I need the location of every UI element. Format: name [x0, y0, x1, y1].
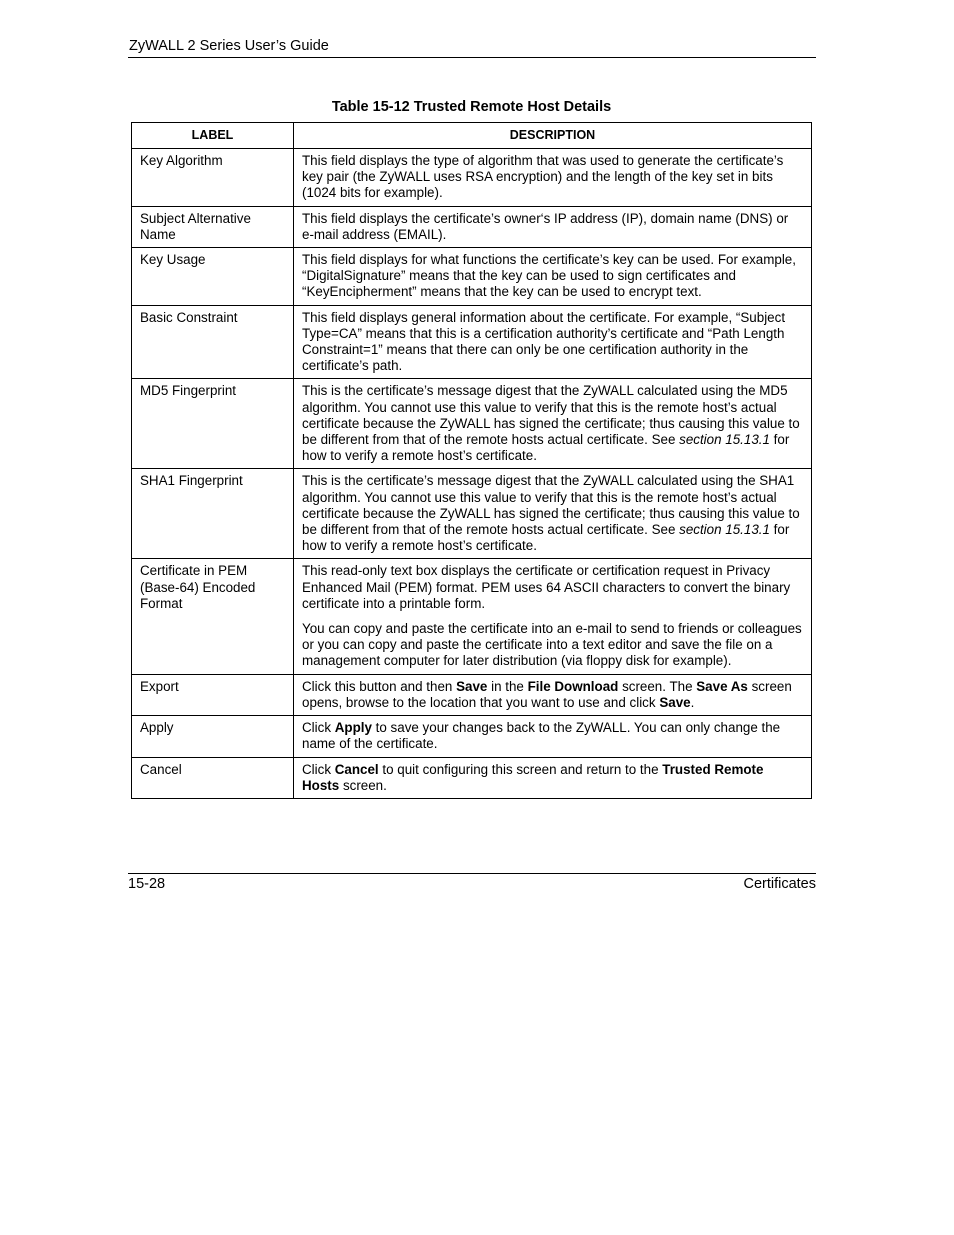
bold-term: File Download	[527, 678, 619, 694]
row-description	[294, 305, 812, 379]
description-text: You can copy and paste the certificate into an e-mail to send to friends or colleagues or you can copy and paste the certificate into a text editor and save the file on a management computer for later distribution (via floppy disk for example).	[302, 621, 802, 669]
description-text: .	[690, 694, 695, 710]
bold-term: Apply	[334, 720, 372, 736]
table-body	[132, 149, 812, 799]
page-footer	[128, 873, 816, 892]
description-text: screen opens, browse to the location that you want to use and click	[302, 678, 792, 710]
row-description	[294, 469, 812, 559]
description-paragraph	[302, 310, 803, 375]
description-text: This field displays for what functions the certificate’s key can be used. For example, “DigitalSignature” means that the key can be used to sign certificates and “KeyEncipherment” means that the key can be used to encrypt text.	[302, 252, 796, 300]
description-text: screen.	[339, 777, 387, 793]
row-label: Key Usage	[132, 248, 294, 306]
page-number: 15-28	[128, 876, 166, 892]
bold-term: Trusted Remote Hosts	[302, 761, 764, 793]
bold-term: Cancel	[334, 761, 379, 777]
bold-term: Save	[456, 678, 488, 694]
bold-term: Save	[659, 694, 691, 710]
table-row	[132, 149, 812, 207]
details-table	[131, 122, 812, 799]
description-paragraph	[302, 679, 803, 711]
description-text: to quit configuring this screen and return to the	[378, 761, 663, 777]
row-description	[294, 379, 812, 469]
description-text: This is the certificate’s message digest that the ZyWALL calculated using the SHA1 algorithm. You cannot use this value to verify that this is the remote host’s actual certificate because the ZyWALL has signed the certificate; thus causing this value to be different from that of the remote hosts actual certificate. See	[302, 473, 800, 538]
page-header	[128, 38, 816, 58]
guide-title: ZyWALL 2 Series User’s Guide	[129, 38, 329, 54]
description-text: This field displays the certificate’s owner‘s IP address (IP), domain name (DNS) or e-mail address (EMAIL).	[302, 210, 789, 242]
description-paragraph	[302, 762, 803, 794]
row-description	[294, 716, 812, 757]
description-paragraph	[302, 153, 803, 202]
cross-reference: section 15.13.1	[679, 522, 770, 538]
table-row	[132, 559, 812, 674]
table-row	[132, 716, 812, 757]
bold-term: Save As	[696, 678, 748, 694]
description-paragraph	[302, 383, 803, 464]
table-row	[132, 757, 812, 798]
description-paragraph	[302, 473, 803, 554]
description-text: for how to verify a remote host’s certificate.	[302, 432, 790, 464]
description-text: in the	[487, 678, 528, 694]
description-text: Click	[302, 761, 335, 777]
description-text: This is the certificate’s message digest that the ZyWALL calculated using the MD5 algorithm. You cannot use this value to verify that this is the remote host’s actual certificate because the ZyWALL has signed the certificate; thus causing this value to be different from that of the remote hosts actual certificate. See	[302, 383, 800, 448]
row-label: Export	[132, 674, 294, 715]
description-text: to save your changes back to the ZyWALL. You can only change the name of the certificate.	[302, 720, 781, 752]
row-description	[294, 248, 812, 306]
column-header-label: LABEL	[132, 123, 294, 149]
row-description	[294, 559, 812, 674]
table-row	[132, 305, 812, 379]
cross-reference: section 15.13.1	[679, 432, 770, 448]
description-paragraph	[302, 720, 803, 752]
table-row	[132, 206, 812, 247]
description-paragraph	[302, 621, 803, 670]
table-row	[132, 379, 812, 469]
description-text: This read-only text box displays the certificate or certification request in Privacy Enhanced Mail (PEM) format. PEM uses 64 ASCII characters to convert the binary certificate into a printable form.	[302, 563, 791, 611]
row-description	[294, 149, 812, 207]
table-title: Table 15-12 Trusted Remote Host Details	[331, 99, 612, 115]
section-name: Certificates	[743, 876, 816, 892]
description-paragraph	[302, 211, 803, 243]
description-text: for how to verify a remote host’s certificate.	[302, 522, 790, 554]
row-label: Cancel	[132, 757, 294, 798]
table-row	[132, 674, 812, 715]
description-text: Click this button and then	[302, 678, 457, 694]
table-row	[132, 248, 812, 306]
row-label: Key Algorithm	[132, 149, 294, 207]
row-description	[294, 674, 812, 715]
column-header-description: DESCRIPTION	[294, 123, 812, 149]
description-text: screen. The	[618, 678, 697, 694]
row-label: Subject Alternative Name	[132, 206, 294, 247]
description-paragraph	[302, 563, 803, 612]
table-header-row	[132, 123, 812, 149]
description-text: Click	[302, 720, 335, 736]
description-text: This field displays the type of algorithm that was used to generate the certificate’s key pair (the ZyWALL uses RSA encryption) and the length of the key set in bits (1024 bits for example).	[302, 153, 784, 201]
row-label: Basic Constraint	[132, 305, 294, 379]
row-label: MD5 Fingerprint	[132, 379, 294, 469]
row-label: Apply	[132, 716, 294, 757]
description-paragraph	[302, 252, 803, 301]
row-label: SHA1 Fingerprint	[132, 469, 294, 559]
row-description	[294, 757, 812, 798]
row-label: Certificate in PEM (Base-64) Encoded Format	[132, 559, 294, 674]
description-text: This field displays general information about the certificate. For example, “Subject Type=CA” means that this is a certification authority’s certificate and “Path Length Constraint=1” means that there can only be one certification authority in the certificate’s path.	[302, 309, 786, 374]
table-row	[132, 469, 812, 559]
row-description	[294, 206, 812, 247]
